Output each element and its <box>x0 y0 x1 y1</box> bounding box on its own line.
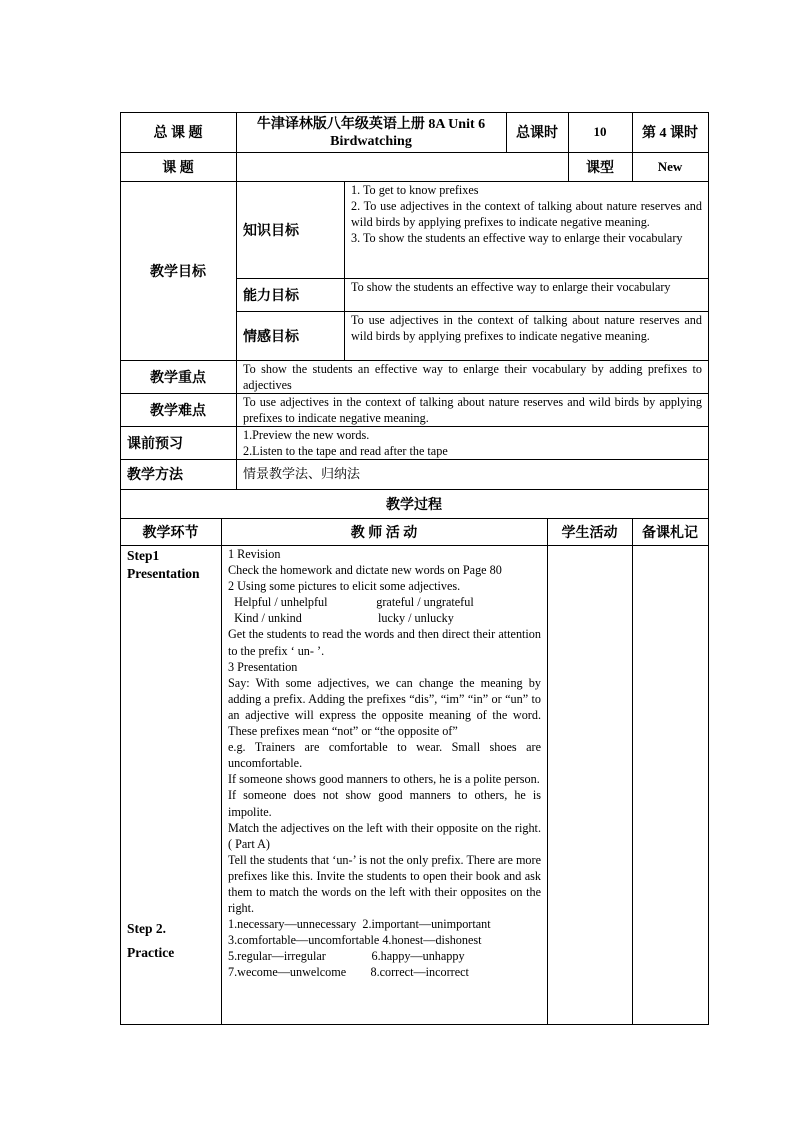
step2-label <box>127 917 221 965</box>
lesson-type-value: New <box>657 158 683 174</box>
topic-label: 课 题 <box>162 160 194 176</box>
preview-text <box>236 427 708 459</box>
activity-line: If someone does not show good manners to others, he is impolite. <box>228 788 541 819</box>
lesson-type-label: 课型 <box>586 160 614 176</box>
activity-line: Match the adjectives on the left with their opposite on the right.( Part A) <box>228 820 541 851</box>
activity-line: Check the homework and dictate new words on Page 80 <box>228 563 502 578</box>
step1-number: Step1 <box>127 548 160 563</box>
key-points-text: To show the students an effective way to enlarge their vocabulary by adding prefixes to adjectives <box>243 362 702 393</box>
knowledge-line: 3. To show the students an effective way to enlarge their vocabulary <box>351 231 683 246</box>
activity-line: 2 Using some pictures to elicit some adjectives. <box>228 579 461 594</box>
step1-name: Presentation <box>127 566 200 581</box>
activity-line: If someone shows good manners to others, he is a polite person. <box>228 772 540 787</box>
lesson-number: 第 4 课时 <box>642 126 698 141</box>
key-points-label: 教学重点 <box>150 370 206 386</box>
activity-line: 3 Presentation <box>228 659 298 674</box>
difficulties-text: To use adjectives in the context of talking about nature reserves and wild birds by applying prefixes to indicate negative meaning. <box>243 395 702 426</box>
methods-label: 教学方法 <box>127 468 183 483</box>
student-activity-cell <box>547 545 632 1024</box>
activity-line: Kind / unkind lucky / unlucky <box>228 611 454 626</box>
total-hours-label: 总课时 <box>516 126 558 141</box>
col-student-header: 学生活动 <box>561 525 618 541</box>
total-hours-value: 10 <box>593 124 607 139</box>
step1-label <box>127 547 221 583</box>
col-teacher-header: 教 师 活 动 <box>350 525 418 541</box>
activity-line: 3.comfortable—uncomfortable 4.honest—dishonest <box>228 933 482 948</box>
emotion-objective-text: To use adjectives in the context of talking about nature reserves and wild birds by applying prefixes to indicate negative meaning. <box>351 313 702 344</box>
knowledge-line: 2. To use adjectives in the context of talking about nature reserves and wild birds by applying prefixes to indicate negative meaning. <box>351 199 702 230</box>
ability-objective-label: 能力目标 <box>243 288 299 304</box>
objectives-label: 教学目标 <box>150 264 206 280</box>
step2-name: Practice <box>127 945 175 960</box>
knowledge-objective-label: 知识目标 <box>243 223 299 239</box>
col-notes-header: 备课札记 <box>642 525 698 541</box>
teacher-activity <box>221 546 547 1023</box>
activity-line: 1.necessary—unnecessary 2.important—unimportant <box>228 917 491 932</box>
methods-text: 情景教学法、归纳法 <box>243 465 361 481</box>
rule <box>120 1024 709 1025</box>
knowledge-line: 1. To get to know prefixes <box>351 183 479 197</box>
activity-line: 1 Revision <box>228 547 281 561</box>
activity-line: Say: With some adjectives, we can change the meaning by adding a prefix. Adding the prefixes “dis”, “im” “in” or “un” to an adjective will express the opposite meaning of the word. These prefixes mean “not” or “the opposite of” <box>228 675 541 739</box>
activity-line: 7.wecome—unwelcome 8.correct—incorrect <box>228 965 469 980</box>
topic-value <box>236 152 568 181</box>
preview-line: 1.Preview the new words. <box>243 428 370 442</box>
total-topic-value: 牛津译林版八年级英语上册 8A Unit 6 Birdwatching <box>256 117 486 149</box>
preview-label: 课前预习 <box>127 436 183 452</box>
ability-objective-text: To show the students an effective way to enlarge their vocabulary <box>351 280 671 294</box>
activity-line: 5.regular—irregular 6.happy—unhappy <box>228 949 465 964</box>
activity-line: e.g. Trainers are comfortable to wear. Small shoes are uncomfortable. <box>228 740 541 771</box>
activity-line: Tell the students that ‘un-’ is not the only prefix. There are more prefixes like this. Invite the students to open their book and ask them to match the words on the left with their opposites on the right. <box>228 852 541 916</box>
step2-number: Step 2. <box>127 921 167 936</box>
notes-cell <box>632 545 708 1024</box>
process-title: 教学过程 <box>386 497 442 513</box>
knowledge-objective-text <box>344 182 708 278</box>
total-topic-label: 总 课 题 <box>153 126 203 141</box>
rule <box>708 112 709 1024</box>
emotion-objective-label: 情感目标 <box>243 329 299 345</box>
activity-line: Helpful / unhelpful grateful / ungrateful <box>228 595 474 610</box>
col-stage-header: 教学环节 <box>142 525 199 541</box>
difficulties-label: 教学难点 <box>150 403 206 419</box>
activity-line: Get the students to read the words and then direct their attention to the prefix ‘ un- ’. <box>228 627 541 658</box>
preview-line: 2.Listen to the tape and read after the tape <box>243 444 448 459</box>
